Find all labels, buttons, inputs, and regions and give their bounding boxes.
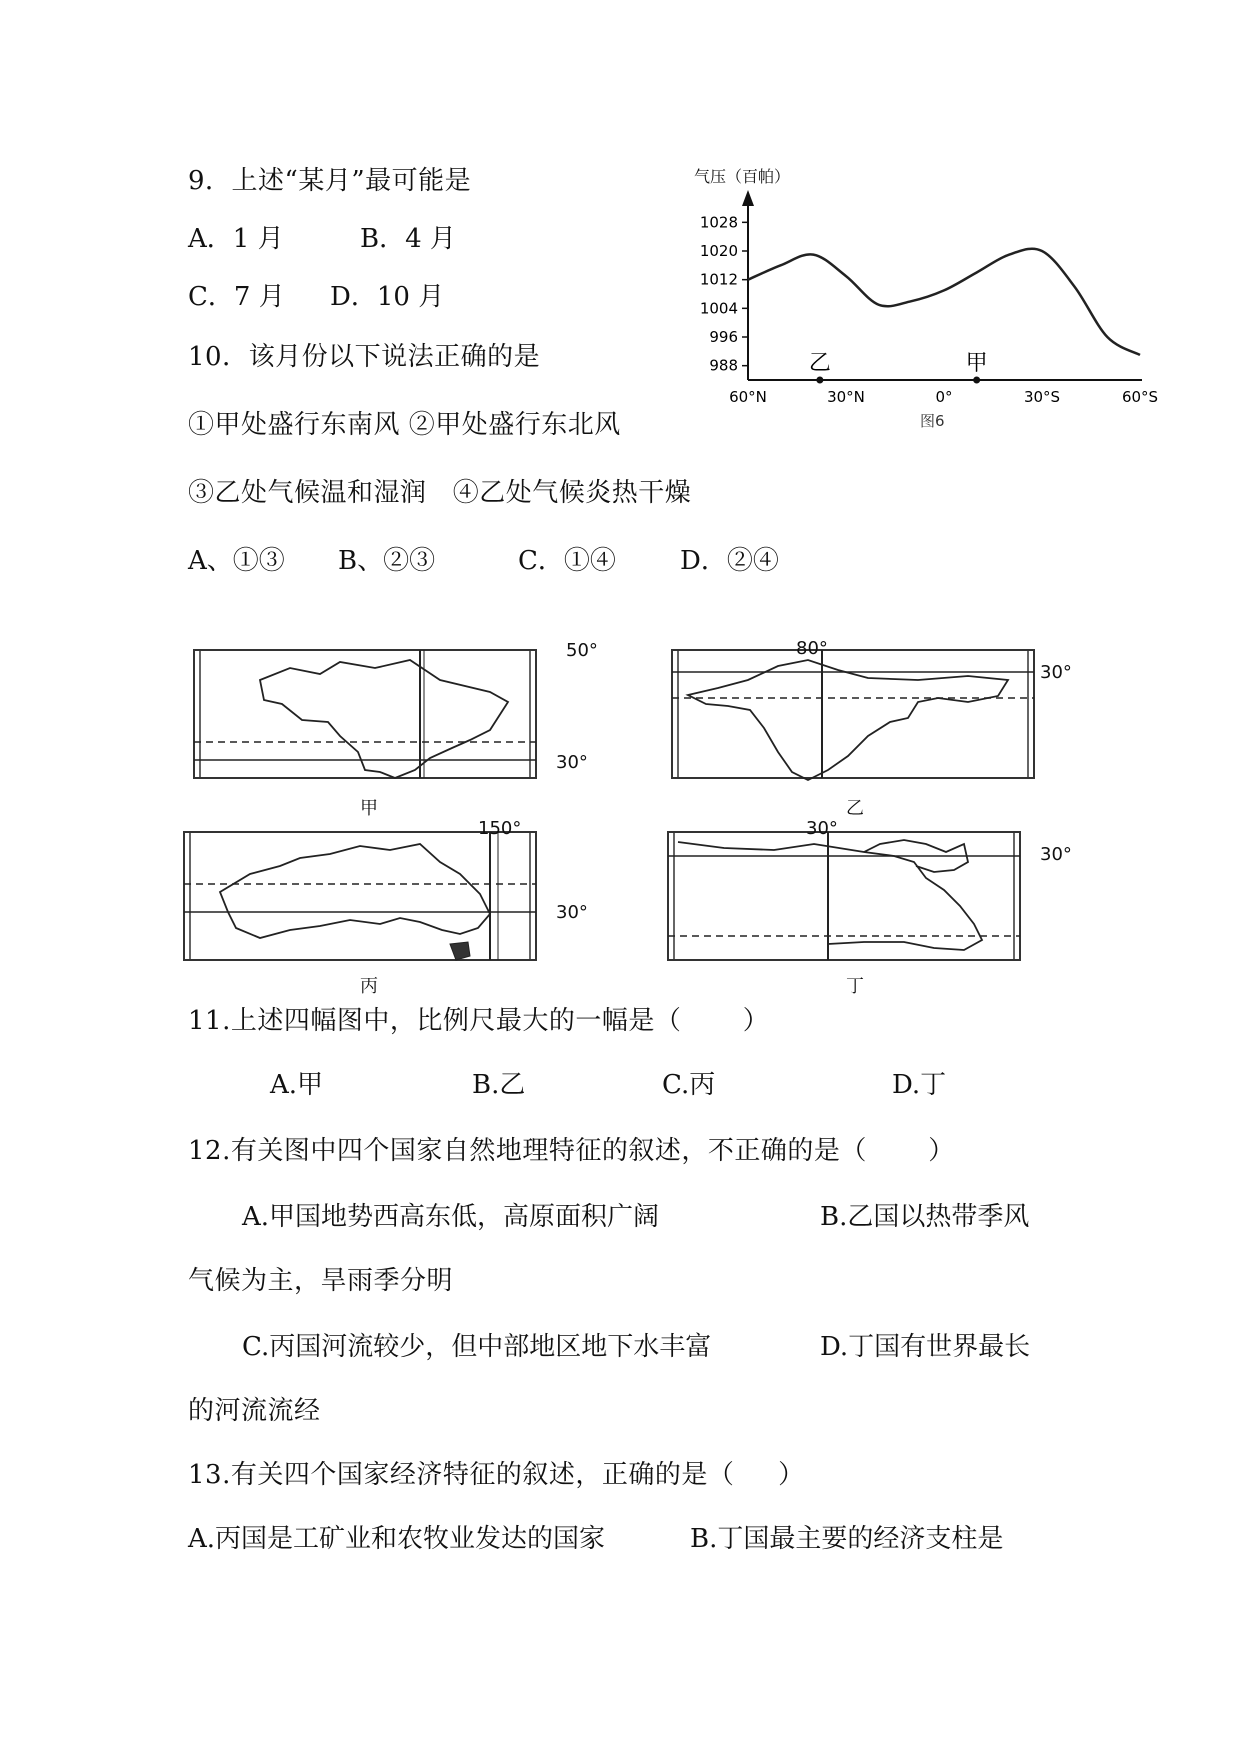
pressure-chart [680,150,1180,440]
y-tick-label: 1028 [699,213,738,232]
chart-caption: 图6 [920,412,945,430]
map-jia-lon: 50° [566,640,598,661]
q9-option-c: C．7 月 [188,282,285,312]
q11-option-b: B.乙 [472,1070,526,1100]
q13-option-b: B.丁国最主要的经济支柱是 [690,1524,1004,1554]
y-tick-label: 1004 [699,299,738,318]
lat-marker-dot [816,377,823,384]
map-ding-lon: 30° [806,818,838,839]
map-bing-lon: 150° [478,818,522,839]
map-jia-label: 甲 [360,798,378,819]
pressure-curve [748,249,1140,355]
x-tick-label: 0° [935,388,953,406]
q10-statements-2: ③乙处气候温和湿润 ④乙处气候炎热干燥 [188,478,692,508]
x-tick-label: 30°N [827,388,865,406]
q10-stem: 10．该月份以下说法正确的是 [188,342,541,372]
map-ding-label: 丁 [846,976,864,997]
q13-stem: 13.有关四个国家经济特征的叙述，正确的是（ ） [188,1460,805,1490]
map-yi-lat: 30° [1040,662,1072,683]
map-yi [668,640,1048,790]
q11-stem: 11.上述四幅图中，比例尺最大的一幅是（ ） [188,1006,770,1036]
india-outline [688,660,1008,780]
australia-outline [220,844,490,938]
q13-option-a: A.丙国是工矿业和农牧业发达的国家 [188,1524,606,1554]
q9-option-b: B．4 月 [360,224,456,254]
map-ding [664,822,1034,972]
q12-option-b: B.乙国以热带季风 [820,1202,1030,1232]
y-tick-label: 988 [709,356,738,375]
q9-option-d: D．10 月 [330,282,445,312]
chart-ylabel: 气压（百帕） [694,167,791,186]
q11-option-c: C.丙 [662,1070,716,1100]
map-jia-lat: 30° [556,752,588,773]
map-ding-lat: 30° [1040,844,1072,865]
map-bing [180,822,550,972]
q9-option-a: A．1 月 [188,224,284,254]
map-bing-lat: 30° [556,902,588,923]
y-axis-arrow [742,190,754,206]
q12-option-d-cont: 的河流流经 [188,1396,321,1426]
map-jia [190,640,550,790]
q12-option-c: C.丙国河流较少，但中部地区地下水丰富 [242,1332,712,1362]
x-tick-label: 60°S [1121,388,1159,406]
q10-option-d: D．②④ [680,546,779,576]
q10-option-b: B、②③ [338,546,436,576]
map-bing-label: 丙 [360,976,378,997]
lat-marker-label: 乙 [808,351,831,376]
map-yi-label: 乙 [846,798,864,819]
y-tick-label: 1012 [699,270,738,289]
q12-option-d: D.丁国有世界最长 [820,1332,1031,1362]
q10-option-a: A、①③ [188,546,285,576]
q12-stem: 12.有关图中四个国家自然地理特征的叙述，不正确的是（ ） [188,1136,955,1166]
map-yi-lon: 80° [796,638,828,659]
q10-statements-1: ①甲处盛行东南风 ②甲处盛行东北风 [188,410,621,440]
q11-option-a: A.甲 [270,1070,324,1100]
q10-option-c: C．①④ [518,546,616,576]
q9-stem: 9．上述“某月”最可能是 [188,166,472,196]
x-tick-label: 60°N [729,388,767,406]
lat-marker-label: 甲 [965,351,988,376]
lat-marker-dot [973,377,980,384]
q11-option-d: D.丁 [892,1070,947,1100]
tasmania-outline [450,942,470,960]
x-tick-label: 30°S [1023,388,1061,406]
y-tick-label: 1020 [699,242,738,260]
q12-option-a: A.甲国地势西高东低，高原面积广阔 [242,1202,660,1232]
y-tick-label: 996 [709,328,738,346]
q12-option-b-cont: 气候为主，旱雨季分明 [188,1266,454,1296]
